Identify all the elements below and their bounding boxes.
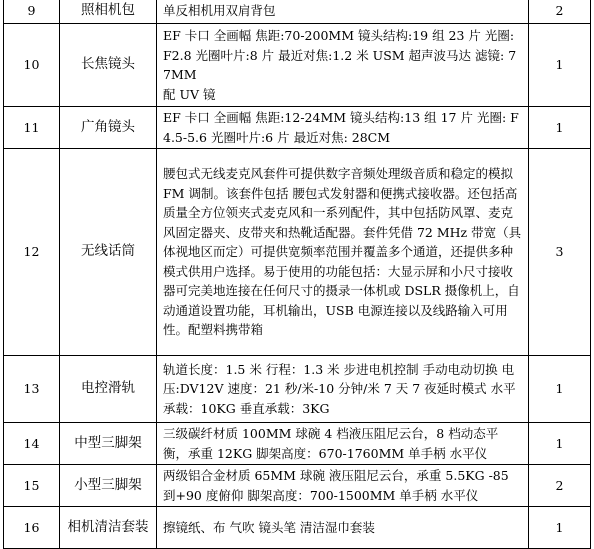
table-row [4, 507, 591, 549]
item-name: 相机清洁套装 [60, 507, 157, 549]
item-spec: 单反相机用双肩背包 [157, 0, 529, 24]
item-name: 电控滑轨 [60, 356, 157, 423]
row-number: 12 [4, 149, 60, 356]
row-number: 11 [4, 107, 60, 149]
item-spec [157, 24, 529, 107]
item-quantity: 1 [529, 356, 591, 423]
row-number: 10 [4, 24, 60, 107]
row-number: 9 [4, 0, 60, 24]
item-spec: 三级碳纤材质 100MM 球碗 4 档液压阻尼云台，8 档动态平衡，承重 12KG 脚架高度：670-1760MM 单手柄 水平仪 [157, 423, 529, 465]
item-name: 中型三脚架 [60, 423, 157, 465]
equipment-table [3, 0, 591, 549]
item-spec: 两级铝合金材质 65MM 球碗 液压阻尼云台，承重 5.5KG -85 到+90 度俯仰 脚架高度：700-1500MM 单手柄 水平仪 [157, 465, 529, 507]
item-name: 无线话筒 [60, 149, 157, 356]
item-quantity: 1 [529, 107, 591, 149]
table-row [4, 423, 591, 465]
item-name: 广角镜头 [60, 107, 157, 149]
item-spec: EF 卡口 全画幅 焦距:12-24MM 镜头结构:13 组 17 片 光圈: F4.5-5.6 光圈叶片:6 片 最近对焦: 28CM [157, 107, 529, 149]
item-spec: 腰包式无线麦克风套件可提供数字音频处理级音质和稳定的模拟 FM 调制。该套件包括 腰包式发射器和便携式接收器。还包括高质量全方位领夹式麦克风和一系列配件，其中包括防风罩、麦克风固定器夹、皮带夹和热靴适配器。套件凭借 72 MHz 带宽（具体视地区而定）可提供宽频率范围并覆盖多个通道，还提供多种模式供用户选择。易于使用的功能包括：大显示屏和小尺寸接收器可完美地连接在任何尺寸的摄录一体机或 DSLR 摄像机上，自动通道设置功能，耳机输出，USB 电源连接以及线路输入可用性。配塑料携带箱 [157, 149, 529, 356]
table-row [4, 465, 591, 507]
row-number: 13 [4, 356, 60, 423]
item-name: 小型三脚架 [60, 465, 157, 507]
row-number: 15 [4, 465, 60, 507]
item-spec: 轨道长度：1.5 米 行程：1.3 米 步进电机控制 手动电动切换 电压:DV12V 速度：21 秒/米-10 分钟/米 7 天 7 夜延时模式 水平承载：10KG 垂直承载：3KG [157, 356, 529, 423]
row-number: 16 [4, 507, 60, 549]
table-row [4, 24, 591, 107]
item-quantity: 2 [529, 0, 591, 24]
item-quantity: 1 [529, 507, 591, 549]
item-spec-line: EF 卡口 全画幅 焦距:70-200MM 镜头结构:19 组 23 片 光圈: F2.8 光圈叶片:8 片 最近对焦:1.2 米 USM 超声波马达 滤镜: 77MM [163, 28, 517, 82]
item-quantity: 3 [529, 149, 591, 356]
item-quantity: 1 [529, 423, 591, 465]
item-quantity: 1 [529, 24, 591, 107]
item-name: 长焦镜头 [60, 24, 157, 107]
item-spec: 擦镜纸、布 气吹 镜头笔 清洁湿巾套装 [157, 507, 529, 549]
item-quantity: 2 [529, 465, 591, 507]
table-row [4, 107, 591, 149]
table-row [4, 149, 591, 356]
table-row [4, 356, 591, 423]
row-number: 14 [4, 423, 60, 465]
item-spec-line: 配 UV 镜 [163, 86, 216, 102]
table-row [4, 0, 591, 24]
item-name: 照相机包 [60, 0, 157, 24]
